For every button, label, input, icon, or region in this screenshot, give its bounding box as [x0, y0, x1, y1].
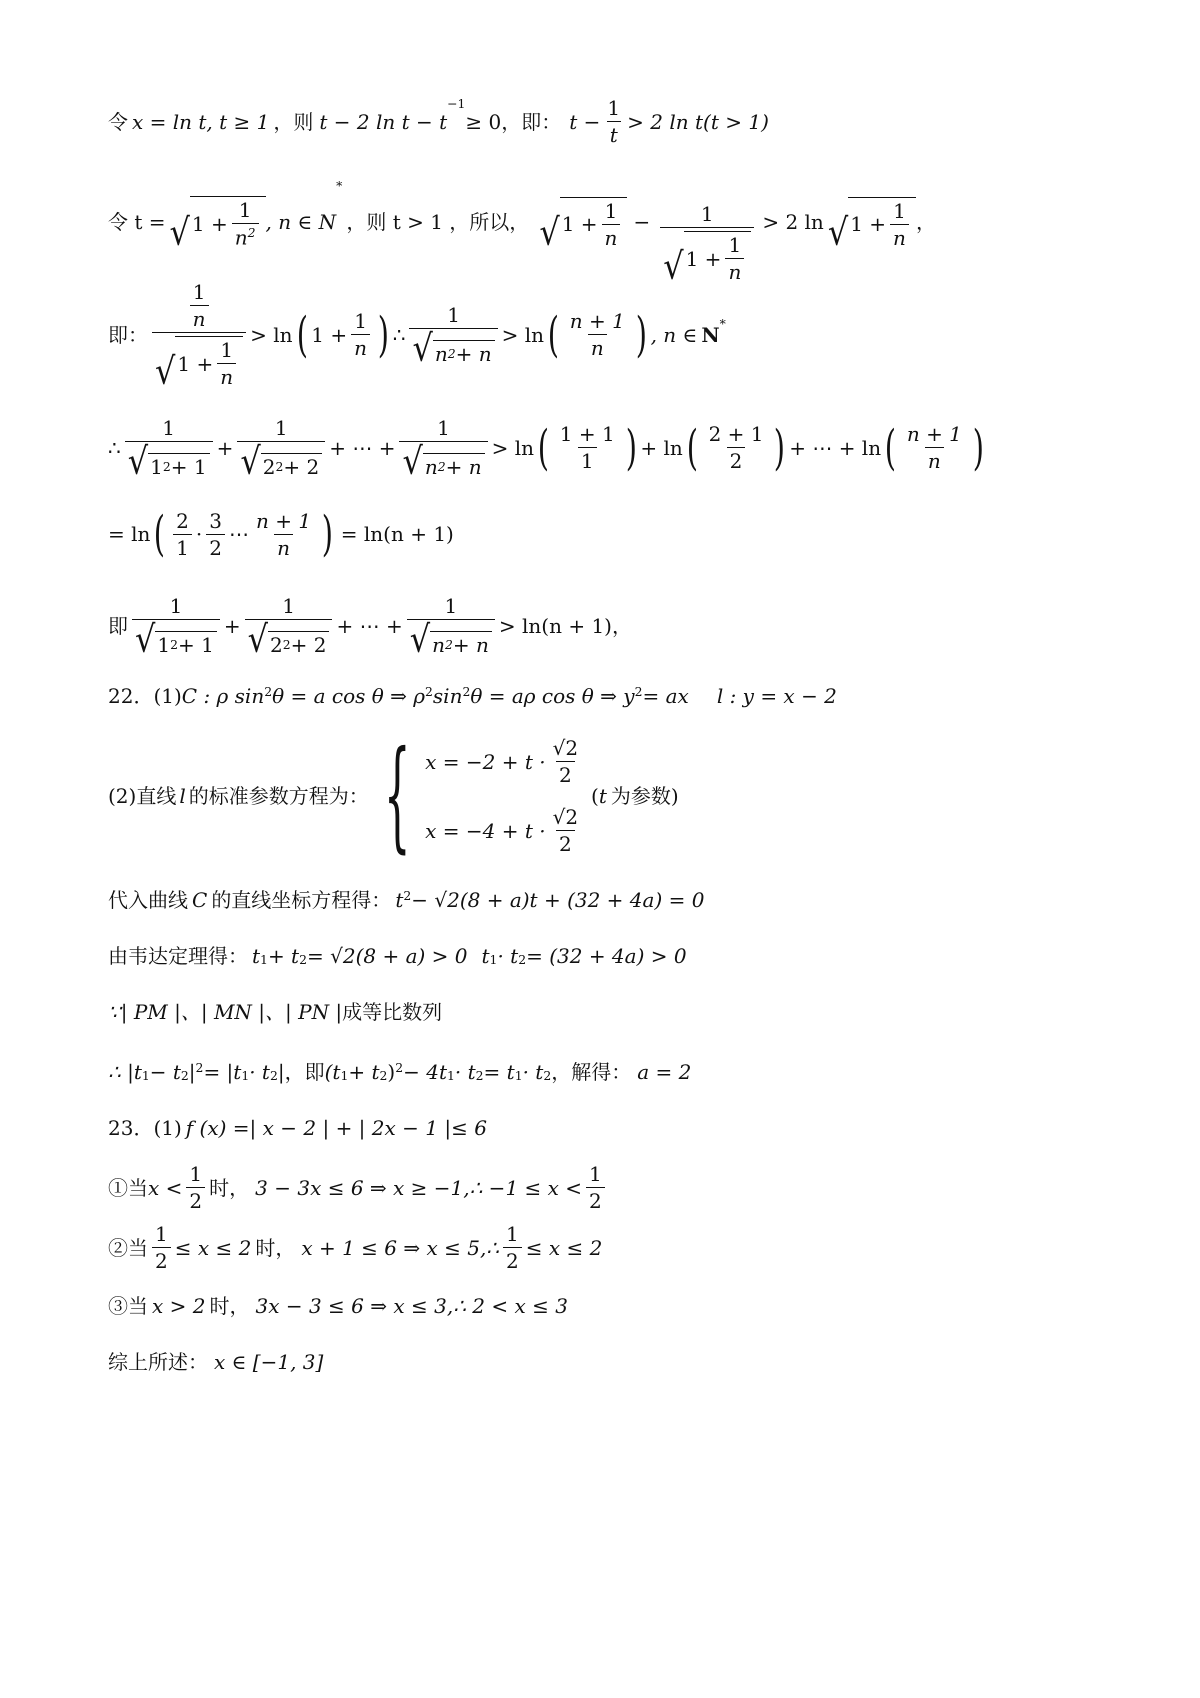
var: 2 [270, 633, 283, 657]
numerator: 1 [169, 594, 183, 618]
equation: x = −4 + t · [425, 818, 546, 843]
denominator: 2 [503, 1247, 522, 1271]
text: 1 + [177, 351, 214, 376]
math: − t [149, 1060, 181, 1084]
text: ， [915, 210, 936, 234]
denominator: 2 [586, 1187, 605, 1211]
math: x + 1 ≤ 6 ⇒ x ≤ 5,∴ [301, 1235, 500, 1260]
sqrt [240, 439, 322, 483]
sub: 1 [260, 951, 268, 967]
text: 1 + [850, 212, 887, 236]
radical-icon: √ [539, 209, 560, 254]
math: C [192, 888, 208, 912]
sup: 2 [437, 458, 446, 474]
left-brace-icon: { [383, 726, 411, 865]
numerator: 1 [893, 198, 906, 223]
text: + 2 [290, 633, 327, 657]
fraction [186, 1164, 205, 1211]
numerator [183, 282, 216, 332]
line-4 [108, 416, 988, 483]
radical-icon: √ [155, 349, 176, 393]
math: + t [348, 1060, 380, 1084]
math: | [188, 1060, 196, 1084]
text: (2)直线 [108, 784, 177, 808]
text: 1 + [561, 212, 598, 236]
line-14 [108, 1164, 609, 1211]
fraction [152, 280, 246, 393]
math: a = 2 [637, 1060, 692, 1084]
sup: 2 [282, 636, 291, 652]
numerator: 2 [176, 508, 189, 533]
fraction [125, 416, 213, 483]
fraction [232, 200, 259, 248]
text: 综上所述： [108, 1350, 208, 1374]
math: ∴ [392, 322, 406, 347]
sub: 2 [518, 951, 527, 967]
radical-icon: √ [827, 209, 849, 254]
var: 2 [262, 455, 276, 479]
numerator: 1 [589, 1162, 602, 1186]
denominator [152, 332, 246, 393]
fraction [132, 594, 220, 661]
math: = √2(8 + a) > 0 [306, 944, 468, 968]
math: t [395, 888, 404, 912]
math: = |t [203, 1060, 242, 1084]
text: 即 [108, 613, 128, 638]
fraction [237, 416, 325, 483]
sup: 2 [403, 888, 412, 903]
fraction [245, 594, 333, 661]
sub: 1 [141, 1067, 150, 1083]
line-3 [108, 280, 726, 393]
left-paren-icon: ( [686, 419, 698, 476]
text: ，即 [284, 1060, 325, 1084]
line-2 [108, 162, 936, 288]
denominator [660, 227, 754, 288]
text: 成等比数列 [342, 1000, 443, 1024]
math: x = ln t, t ≥ 1 [132, 109, 270, 134]
radical-icon: √ [127, 439, 149, 483]
math: ∴ |t [108, 1060, 142, 1084]
math: + t [267, 944, 300, 968]
math: + [223, 613, 241, 638]
radical-icon: √ [135, 617, 156, 661]
sqrt [169, 196, 266, 254]
numerator: 1 [282, 594, 295, 618]
numerator: 1 [238, 198, 252, 223]
numerator: 1 [192, 280, 206, 304]
math: l : y = x − 2 [716, 684, 837, 708]
math: · t [522, 1060, 544, 1084]
text: 即： [108, 322, 148, 347]
sup: 2 [634, 684, 643, 699]
text: 令 t = [108, 210, 166, 234]
var: n [424, 455, 438, 479]
math: , n ∈ [650, 322, 698, 347]
left-paren-icon: ( [884, 419, 897, 476]
right-paren-icon: ) [321, 506, 334, 562]
math: l [179, 784, 186, 808]
denominator: 2 [556, 761, 575, 785]
math: − [633, 210, 651, 234]
fraction [173, 508, 192, 560]
sub: 1 [489, 951, 498, 967]
fraction [904, 424, 965, 471]
denominator: n [217, 363, 236, 387]
math: ) [387, 1060, 396, 1084]
naturals-symbol: N [701, 322, 720, 347]
math: ≤ x ≤ 2 [174, 1235, 252, 1260]
text: + 1 [178, 633, 214, 657]
fraction [409, 303, 497, 370]
numerator: 1 [444, 594, 458, 618]
text: 22．(1) [108, 684, 182, 708]
sup: 2 [264, 684, 273, 699]
denominator [237, 439, 325, 483]
left-paren-icon: ( [537, 419, 550, 476]
radical-icon: √ [169, 209, 190, 254]
sqrt [663, 231, 751, 288]
sqrt [247, 617, 330, 661]
text: + 2 [283, 455, 320, 479]
math: > ln [501, 322, 545, 347]
text: ，则 t > 1 ，所以， [346, 210, 530, 234]
right-paren-icon: ) [972, 419, 984, 476]
denominator [125, 439, 213, 483]
math: ≥ 0 [465, 109, 502, 134]
math: + ln [640, 435, 683, 460]
sub: 2 [543, 1067, 552, 1083]
text: 时， [209, 1294, 250, 1318]
text: 代入曲线 [108, 888, 188, 912]
text: ，即： [501, 109, 562, 134]
math: t − 2 ln t − t [319, 109, 448, 134]
sqrt [412, 326, 494, 370]
math: f (x) =| x − 2 | + | 2x − 1 |≤ 6 [185, 1116, 487, 1140]
math: − √2(8 + a)t + (32 + 4a) = 0 [411, 888, 705, 912]
numerator: 1 [506, 1222, 519, 1246]
numerator: 1 [437, 416, 450, 440]
text: ②当 [108, 1235, 148, 1260]
sup: 2 [162, 458, 171, 474]
fraction [152, 1224, 171, 1271]
left-paren-icon: ( [547, 306, 560, 363]
fraction [557, 424, 618, 471]
math: > ln(n + 1)， [498, 613, 632, 638]
fraction [602, 198, 621, 250]
numerator: 1 + 1 [559, 422, 615, 446]
denominator: n [925, 447, 944, 471]
sub: 2 [269, 1067, 278, 1083]
text: 23．(1) [108, 1116, 182, 1140]
numerator: 1 [604, 198, 618, 223]
sub: 1 [340, 1067, 349, 1083]
fraction [586, 1164, 605, 1211]
math: t [481, 944, 490, 968]
math: θ = aρ cos θ ⇒ y [470, 684, 635, 708]
sqrt [155, 336, 243, 393]
fraction [351, 311, 370, 358]
math: ∴ [108, 435, 121, 460]
math: sin [432, 684, 463, 708]
fraction [217, 340, 236, 387]
math: ≤ x ≤ 2 [525, 1235, 603, 1260]
math: + ⋯ + ln [789, 435, 882, 460]
math: + ⋯ + [329, 435, 396, 460]
math: x ∈ [−1, 3] [214, 1350, 324, 1374]
sqrt [127, 439, 210, 483]
numerator: n + 1 [906, 422, 962, 446]
fraction [604, 98, 623, 145]
text: 的标准参数方程为： [188, 784, 369, 808]
denominator [132, 617, 220, 661]
fraction [253, 508, 314, 560]
text: + n [445, 455, 482, 479]
line-16 [108, 1296, 568, 1316]
math: = ax [642, 684, 689, 708]
text: 1 + [685, 246, 722, 271]
radical-icon: √ [663, 244, 684, 288]
denominator: n [274, 534, 293, 558]
var: 1 [150, 455, 163, 479]
math: > 2 ln t(t > 1) [627, 109, 769, 134]
math: = ln [108, 522, 151, 546]
text: ( [591, 784, 599, 808]
sub: 2 [379, 1067, 388, 1083]
fraction [567, 311, 628, 358]
right-paren-icon: ) [635, 306, 647, 363]
text: + 1 [170, 455, 207, 479]
radical-icon: √ [409, 617, 431, 661]
fraction [660, 202, 754, 288]
denominator: n [351, 334, 370, 358]
math: · t [249, 1060, 270, 1084]
radical-icon: √ [247, 617, 269, 661]
math: 3x − 3 ≤ 6 ⇒ x ≤ 3,∴ 2 < x ≤ 3 [255, 1294, 568, 1318]
denominator: 2 [727, 447, 746, 471]
line-6 [108, 594, 632, 661]
sub: 1 [447, 1067, 455, 1083]
denominator: 2 [206, 534, 225, 558]
denominator [232, 223, 259, 248]
math: · [195, 522, 203, 546]
numerator: √2 [552, 736, 579, 760]
numerator: n + 1 [569, 309, 625, 333]
math: ⋯ [228, 522, 249, 546]
sup: 2 [395, 1060, 404, 1075]
numerator: 1 [728, 233, 742, 257]
text: 1 + [191, 212, 228, 236]
sub: 2 [180, 1067, 189, 1083]
math: = ln(n + 1) [340, 522, 454, 546]
sup: 2 [462, 684, 471, 699]
numerator: 1 [700, 202, 714, 226]
radical-icon: √ [240, 439, 261, 483]
text: 时， [209, 1175, 250, 1200]
text: ③当 [108, 1294, 148, 1318]
sup: 2 [275, 458, 284, 474]
sup: −1 [447, 96, 466, 111]
var: 1 [157, 633, 171, 657]
text: + n [452, 633, 489, 657]
left-paren-icon: ( [296, 306, 308, 363]
text: 的直线坐标方程得： [211, 888, 392, 912]
denominator: n [890, 224, 909, 248]
numerator: 1 [274, 416, 288, 440]
math: θ = a cos θ ⇒ ρ [272, 684, 426, 708]
right-paren-icon: ) [774, 419, 786, 476]
denominator: 2 [186, 1187, 205, 1211]
denominator: 1 [173, 534, 192, 558]
math: C : ρ sin [181, 684, 265, 708]
math: t [252, 944, 261, 968]
sup: 2 [195, 1060, 204, 1075]
equation-system [425, 738, 585, 854]
text: 由韦达定理得： [108, 944, 248, 968]
text: 令 [108, 109, 128, 134]
sub: 2 [475, 1067, 484, 1083]
sqrt [539, 197, 627, 254]
fraction [706, 424, 767, 471]
sub: 1 [514, 1067, 523, 1083]
text: 时， [255, 1235, 296, 1260]
line-10 [108, 946, 687, 966]
math: (t [324, 1060, 341, 1084]
sub: 1 [241, 1067, 250, 1083]
sup: 2 [445, 636, 453, 652]
math: ∵| PM |、| MN |、| PN | [108, 1000, 343, 1024]
math: x < [148, 1175, 183, 1200]
denominator: 2 [152, 1247, 171, 1271]
sup: * [336, 178, 343, 193]
text: ，解得： [551, 1060, 632, 1084]
left-paren-icon: ( [154, 506, 166, 562]
fraction [399, 416, 487, 483]
numerator: 1 [162, 416, 176, 440]
math: > ln [250, 322, 293, 347]
denominator: n [602, 224, 621, 248]
denominator [409, 326, 497, 370]
denominator: n [588, 334, 607, 358]
var: n [234, 225, 248, 250]
text: 为参数) [610, 784, 679, 808]
radical-icon: √ [412, 326, 433, 370]
line-11 [108, 1002, 442, 1022]
sup: 2 [247, 225, 256, 241]
numerator: 1 [607, 96, 621, 120]
line-8 [108, 726, 679, 865]
denominator: t [607, 121, 621, 145]
math: , n ∈ N [265, 210, 337, 234]
line-12 [108, 1062, 691, 1082]
math: | [277, 1060, 285, 1084]
line-17 [108, 1352, 323, 1372]
denominator: 1 [578, 447, 597, 471]
math: = (32 + 4a) > 0 [526, 944, 687, 968]
math: > 2 ln [762, 210, 824, 234]
math: · t [454, 1060, 476, 1084]
right-paren-icon: ) [377, 306, 389, 363]
equation: x = −2 + t · [425, 749, 546, 774]
var: n [434, 342, 448, 366]
numerator: 1 [354, 309, 367, 333]
fraction [190, 282, 209, 329]
fraction [725, 235, 744, 282]
math: + [216, 435, 234, 460]
denominator [245, 617, 333, 661]
denominator: n [725, 258, 744, 282]
sub: 2 [299, 951, 307, 967]
fraction [407, 594, 495, 661]
radical-icon: √ [402, 439, 423, 483]
sup: 2 [447, 345, 456, 361]
line-15 [108, 1224, 602, 1271]
line-5 [108, 506, 454, 562]
fraction [550, 738, 581, 785]
sqrt [409, 617, 492, 661]
sqrt [135, 617, 217, 661]
math: t [598, 784, 607, 808]
text: ，则 [273, 109, 314, 134]
fraction [550, 807, 581, 854]
math: − 4t [403, 1060, 447, 1084]
sqrt [402, 439, 484, 483]
numerator: 1 [447, 303, 460, 327]
line-7 [108, 686, 837, 706]
line-13 [108, 1118, 487, 1138]
text: + n [455, 342, 492, 366]
numerator: 3 [209, 508, 222, 533]
numerator: 2 + 1 [708, 422, 764, 446]
math: 1 + [311, 322, 348, 347]
numerator: 1 [220, 338, 234, 362]
math: > ln [491, 435, 535, 460]
math: t − [569, 109, 601, 134]
sup: 2 [425, 684, 433, 699]
denominator: n [190, 305, 209, 329]
line-9 [108, 890, 704, 910]
numerator: 1 [155, 1222, 168, 1246]
math: + ⋯ + [336, 613, 403, 638]
denominator: 2 [556, 830, 575, 854]
math: · t [497, 944, 519, 968]
numerator: n + 1 [255, 508, 312, 533]
numerator: 1 [189, 1162, 203, 1186]
fraction [890, 198, 909, 250]
sup: 2 [170, 636, 179, 652]
denominator [407, 617, 495, 661]
math: = t [483, 1060, 515, 1084]
sup: * [719, 316, 726, 331]
denominator [399, 439, 487, 483]
math: x > 2 [152, 1294, 206, 1318]
fraction [503, 1224, 522, 1271]
var: n [432, 633, 445, 657]
line-1 [108, 98, 769, 145]
math: 3 − 3x ≤ 6 ⇒ x ≥ −1,∴ −1 ≤ x < [255, 1175, 583, 1200]
sqrt [827, 197, 916, 254]
right-paren-icon: ) [625, 419, 637, 476]
numerator: √2 [552, 805, 579, 829]
text: ①当 [108, 1175, 148, 1200]
fraction [206, 508, 225, 560]
